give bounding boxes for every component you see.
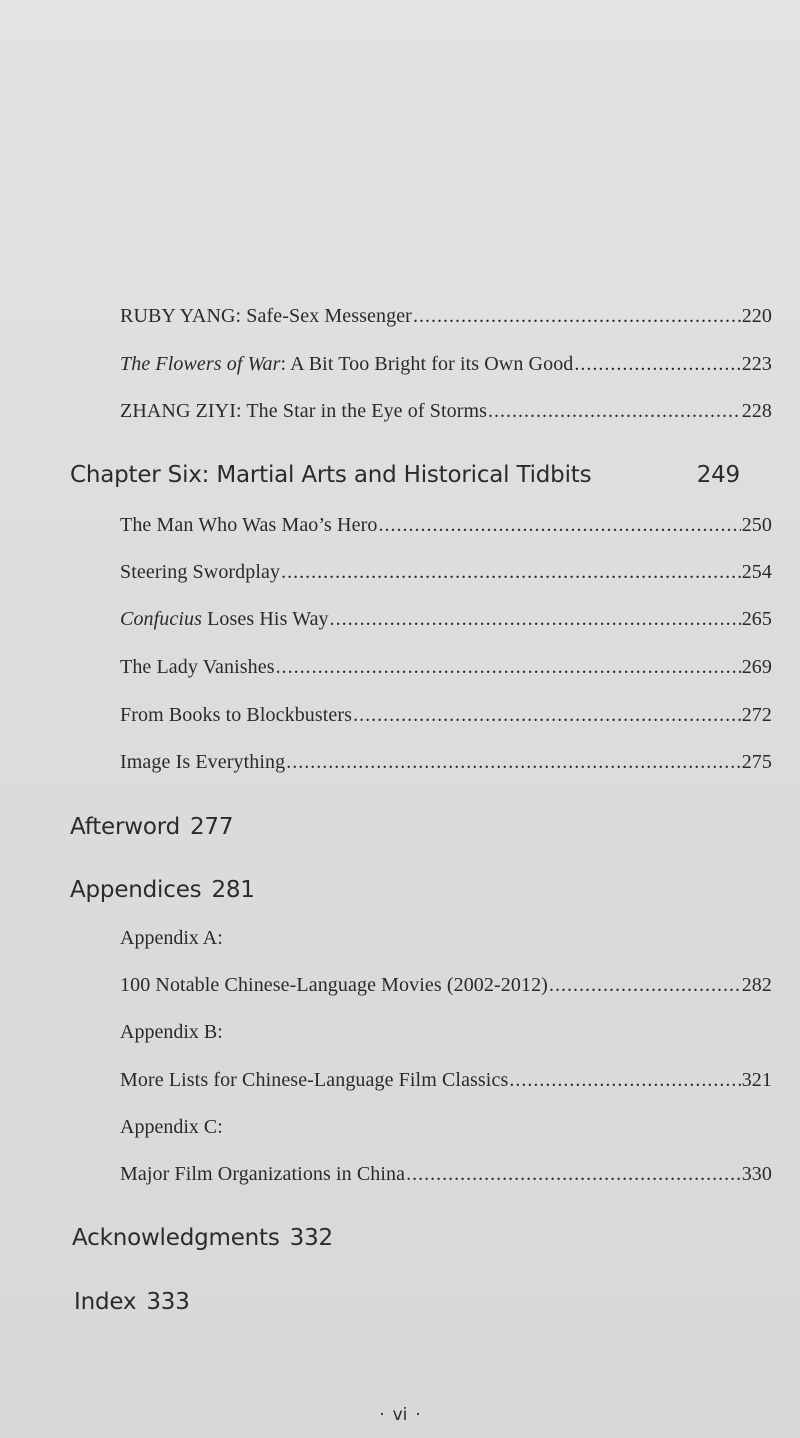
toc-entry-page: 265	[741, 608, 772, 630]
page-number	[0, 1405, 800, 1425]
toc-entry-title: RUBY YANG: Safe-Sex Messenger	[120, 305, 412, 327]
toc-entry-page: 282	[741, 974, 772, 996]
toc-entry-title: Image Is Everything	[120, 751, 286, 773]
folio-number: vi	[392, 1405, 408, 1425]
toc-entry-page: 272	[741, 704, 772, 726]
dot-leader	[378, 514, 740, 537]
heading-title: Acknowledgments	[72, 1225, 280, 1251]
toc-entry-appendix-b	[120, 1069, 772, 1092]
acknowledgments-heading	[72, 1225, 333, 1251]
chapter-title: Chapter Six: Martial Arts and Historical Tidbits	[70, 462, 592, 488]
dot-leader	[406, 1163, 741, 1186]
toc-entry-title	[120, 608, 329, 631]
italic-film-title: The Flowers of War	[120, 353, 281, 375]
dot-leader	[488, 400, 741, 423]
toc-entry-confucius	[120, 608, 772, 631]
toc-entry-maos-hero	[120, 514, 772, 537]
toc-entry-title	[120, 353, 573, 376]
toc-entry-steering-swordplay	[120, 561, 772, 584]
folio-dot-right: ·	[415, 1405, 421, 1425]
toc-entry-lady-vanishes	[120, 656, 772, 679]
appendix-c-label: Appendix C:	[120, 1116, 223, 1138]
dot-leader	[286, 751, 741, 774]
toc-entry-page: 330	[741, 1163, 772, 1185]
italic-film-title: Confucius	[120, 608, 203, 630]
dot-leader	[353, 704, 741, 727]
appendices-heading	[70, 877, 255, 903]
heading-page: 281	[211, 877, 255, 903]
toc-entry-image-is-everything	[120, 751, 772, 774]
toc-entry-ruby-yang	[120, 305, 772, 328]
appendix-b-label: Appendix B:	[120, 1021, 223, 1043]
heading-title: Appendices	[70, 877, 202, 903]
heading-page: 333	[146, 1289, 190, 1315]
dot-leader	[281, 561, 741, 584]
chapter-page: 249	[696, 462, 740, 488]
toc-entry-title: The Man Who Was Mao’s Hero	[120, 514, 378, 536]
heading-title: Index	[74, 1289, 137, 1315]
toc-entry-flowers-of-war	[120, 353, 772, 376]
toc-entry-page: 250	[741, 514, 772, 536]
toc-entry-title: Steering Swordplay	[120, 561, 281, 583]
chapter-six-heading	[70, 462, 740, 488]
toc-entry-books-to-blockbusters	[120, 704, 772, 727]
toc-entry-page: 254	[741, 561, 772, 583]
toc-entry-title: ZHANG ZIYI: The Star in the Eye of Storms	[120, 400, 487, 422]
dot-leader	[509, 1069, 740, 1092]
heading-page: 277	[189, 814, 234, 840]
dot-leader	[574, 353, 740, 376]
toc-entry-appendix-a	[120, 974, 772, 997]
toc-entry-title: The Lady Vanishes	[120, 656, 275, 678]
toc-entry-page: 269	[741, 656, 772, 678]
toc-entry-page: 220	[741, 305, 772, 327]
title-rest: : A Bit Too Bright for its Own Good	[280, 353, 574, 375]
title-rest: Loses His Way	[202, 608, 329, 630]
appendix-a-label: Appendix A:	[120, 927, 223, 949]
toc-entry-title: Major Film Organizations in China	[120, 1163, 406, 1185]
dot-leader	[413, 305, 741, 328]
heading-page: 332	[289, 1225, 333, 1251]
toc-entry-title: From Books to Blockbusters	[120, 704, 353, 726]
toc-entry-zhang-ziyi	[120, 400, 772, 423]
dot-leader	[549, 974, 741, 997]
heading-title: Afterword	[70, 814, 180, 840]
toc-entry-title: 100 Notable Chinese-Language Movies (2002-2012)	[120, 974, 548, 996]
toc-entry-page: 223	[741, 353, 772, 375]
index-heading	[74, 1289, 190, 1315]
dot-leader	[276, 656, 741, 679]
toc-entry-title: More Lists for Chinese-Language Film Classics	[120, 1069, 509, 1091]
toc-entry-page: 228	[741, 400, 772, 422]
dot-leader	[330, 608, 741, 631]
toc-entry-appendix-c	[120, 1163, 772, 1186]
afterword-heading	[70, 814, 233, 840]
toc-entry-page: 275	[741, 751, 772, 773]
folio-dot-left: ·	[379, 1405, 385, 1425]
toc-entry-page: 321	[741, 1069, 772, 1091]
